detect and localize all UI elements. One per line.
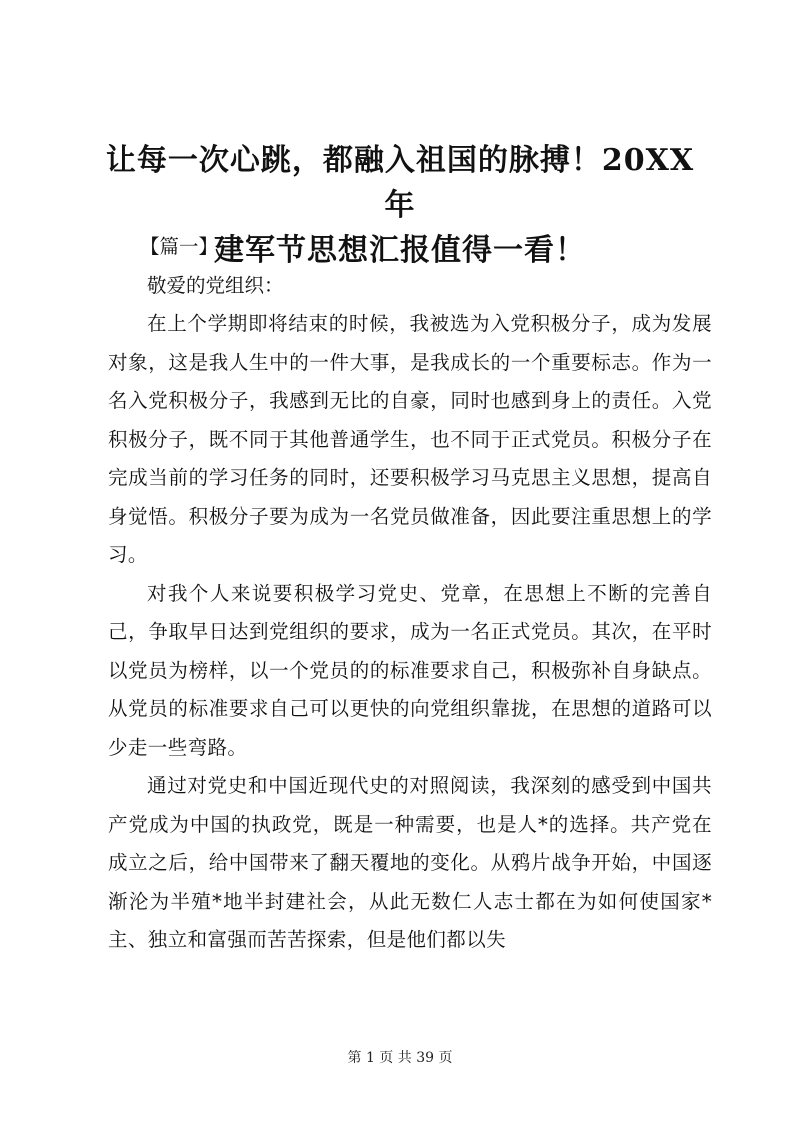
section-label: 【篇一】 bbox=[140, 235, 219, 258]
document-body bbox=[108, 228, 712, 960]
page-footer bbox=[0, 1048, 800, 1068]
salutation: 敬爱的党组织： bbox=[147, 273, 284, 297]
title-line-1: 让每一次心跳，都融入祖国的脉搏！20XX年 bbox=[105, 143, 695, 223]
paragraph: 对我个人来说要积极学习党史、党章，在思想上不断的完善自己，争取早日达到党组织的要求，成为一名正式党员。其次，在平时以党员为榜样，以一个党员的的标准要求自己，积极弥补自身缺点。从党员的标准要求自己可以更快的向党组织靠拢，在思想的道路可以少走一些弯路。 bbox=[108, 581, 712, 759]
paragraph: 通过对党史和中国近现代史的对照阅读，我深刻的感受到中国共产党成为中国的执政党，既是一种需要，也是人*的选择。共产党在成立之后，给中国带来了翻天覆地的变化。从鸦片战争开始，中国逐渐沦为半殖*地半封建社会，从此无数仁人志士都在为如何使国家*主、独立和富强而苦苦探索，但是他们都以失 bbox=[108, 774, 712, 951]
paragraph: 在上个学期即将结束的时候，我被选为入党积极分子，成为发展对象，这是我人生中的一件大事，是我成长的一个重要标志。作为一名入党积极分子，我感到无比的自豪，同时也感到身上的责任。入党积极分子，既不同于其他普通学生，也不同于正式党员。积极分子在完成当前的学习任务的同时，还要积极学习马克思主义思想，提高自身觉悟。积极分子要为成为一名党员做准备，因此要注重思想上的学习。 bbox=[108, 312, 712, 566]
page-number: 第 1 页 共 39 页 bbox=[347, 1050, 453, 1066]
title-line-2: 建军节思想汇报值得一看！ bbox=[214, 233, 586, 268]
